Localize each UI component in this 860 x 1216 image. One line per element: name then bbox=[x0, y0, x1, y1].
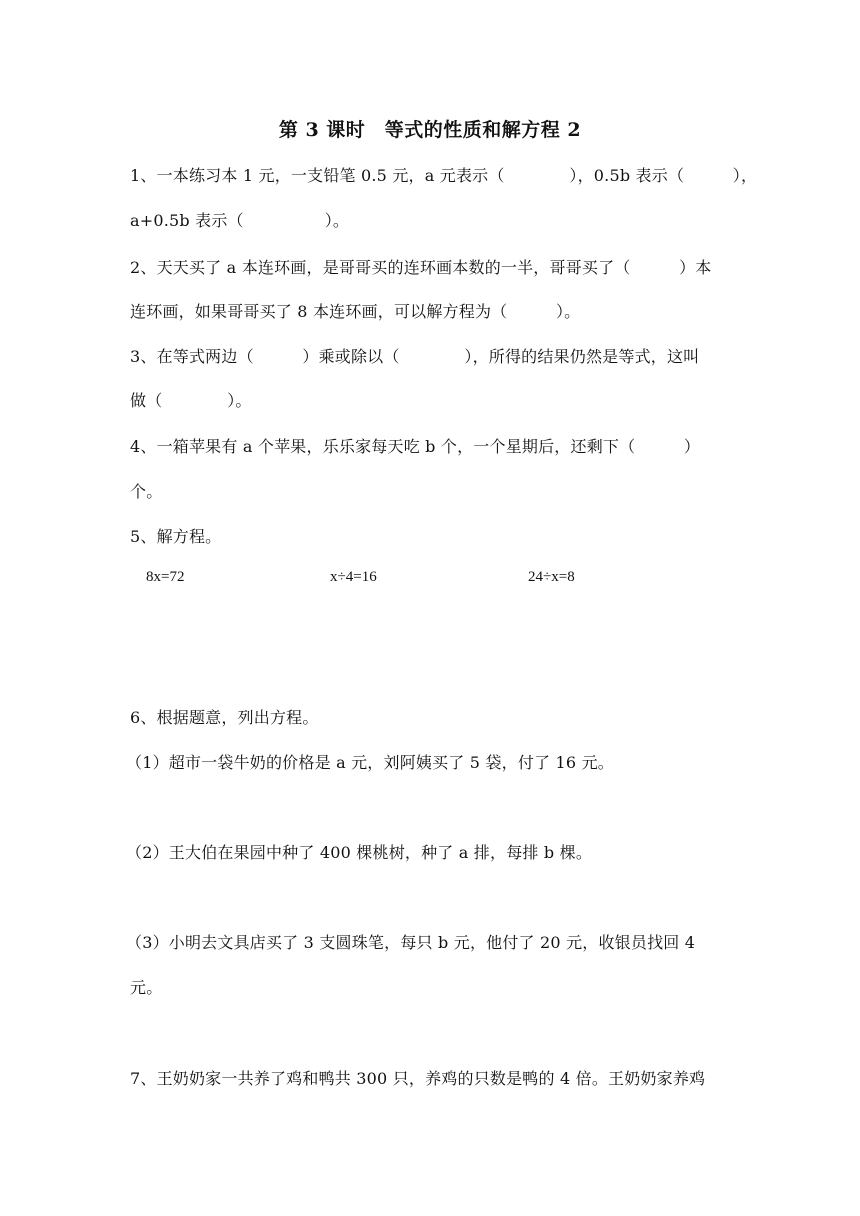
q2-line-1: 2、天天买了 a 本连环画，是哥哥买的连环画本数的一半，哥哥买了（ ）本 bbox=[130, 258, 712, 277]
q6-sub-3-line-2: 元。 bbox=[130, 978, 163, 997]
q1-line-2: a+0.5b 表示（ ）。 bbox=[130, 211, 350, 230]
q6-sub-1: （1）超市一袋牛奶的价格是 a 元，刘阿姨买了 5 袋，付了 16 元。 bbox=[126, 753, 614, 772]
q6-sub-3-line-1: （3）小明去文具店买了 3 支圆珠笔，每只 b 元，他付了 20 元，收银员找回 4 bbox=[126, 933, 696, 952]
page-title: 第 3 课时 等式的性质和解方程 2 bbox=[278, 119, 582, 141]
equation-3: 24÷x=8 bbox=[528, 569, 575, 585]
q7-line-1: 7、王奶奶家一共养了鸡和鸭共 300 只，养鸡的只数是鸭的 4 倍。王奶奶家养鸡 bbox=[130, 1069, 706, 1088]
q6-label: 6、根据题意，列出方程。 bbox=[130, 708, 319, 727]
q6-sub-2: （2）王大伯在果园中种了 400 棵桃树，种了 a 排，每排 b 棵。 bbox=[126, 843, 593, 862]
q4-line-1: 4、一箱苹果有 a 个苹果，乐乐家每天吃 b 个，一个星期后，还剩下（ ） bbox=[130, 437, 701, 456]
q3-line-2: 做（ ）。 bbox=[130, 391, 252, 410]
q4-line-2: 个。 bbox=[130, 482, 163, 501]
equation-2: x÷4=16 bbox=[330, 569, 377, 585]
q3-line-1: 3、在等式两边（ ）乘或除以（ ），所得的结果仍然是等式，这叫 bbox=[130, 347, 700, 366]
q5-label: 5、解方程。 bbox=[130, 527, 222, 546]
q1-line-1: 1、一本练习本 1 元，一支铅笔 0.5 元，a 元表示（ ），0.5b 表示（ ）， bbox=[130, 166, 758, 185]
q2-line-2: 连环画，如果哥哥买了 8 本连环画，可以解方程为（ ）。 bbox=[130, 302, 581, 321]
equation-1: 8x=72 bbox=[146, 569, 185, 585]
